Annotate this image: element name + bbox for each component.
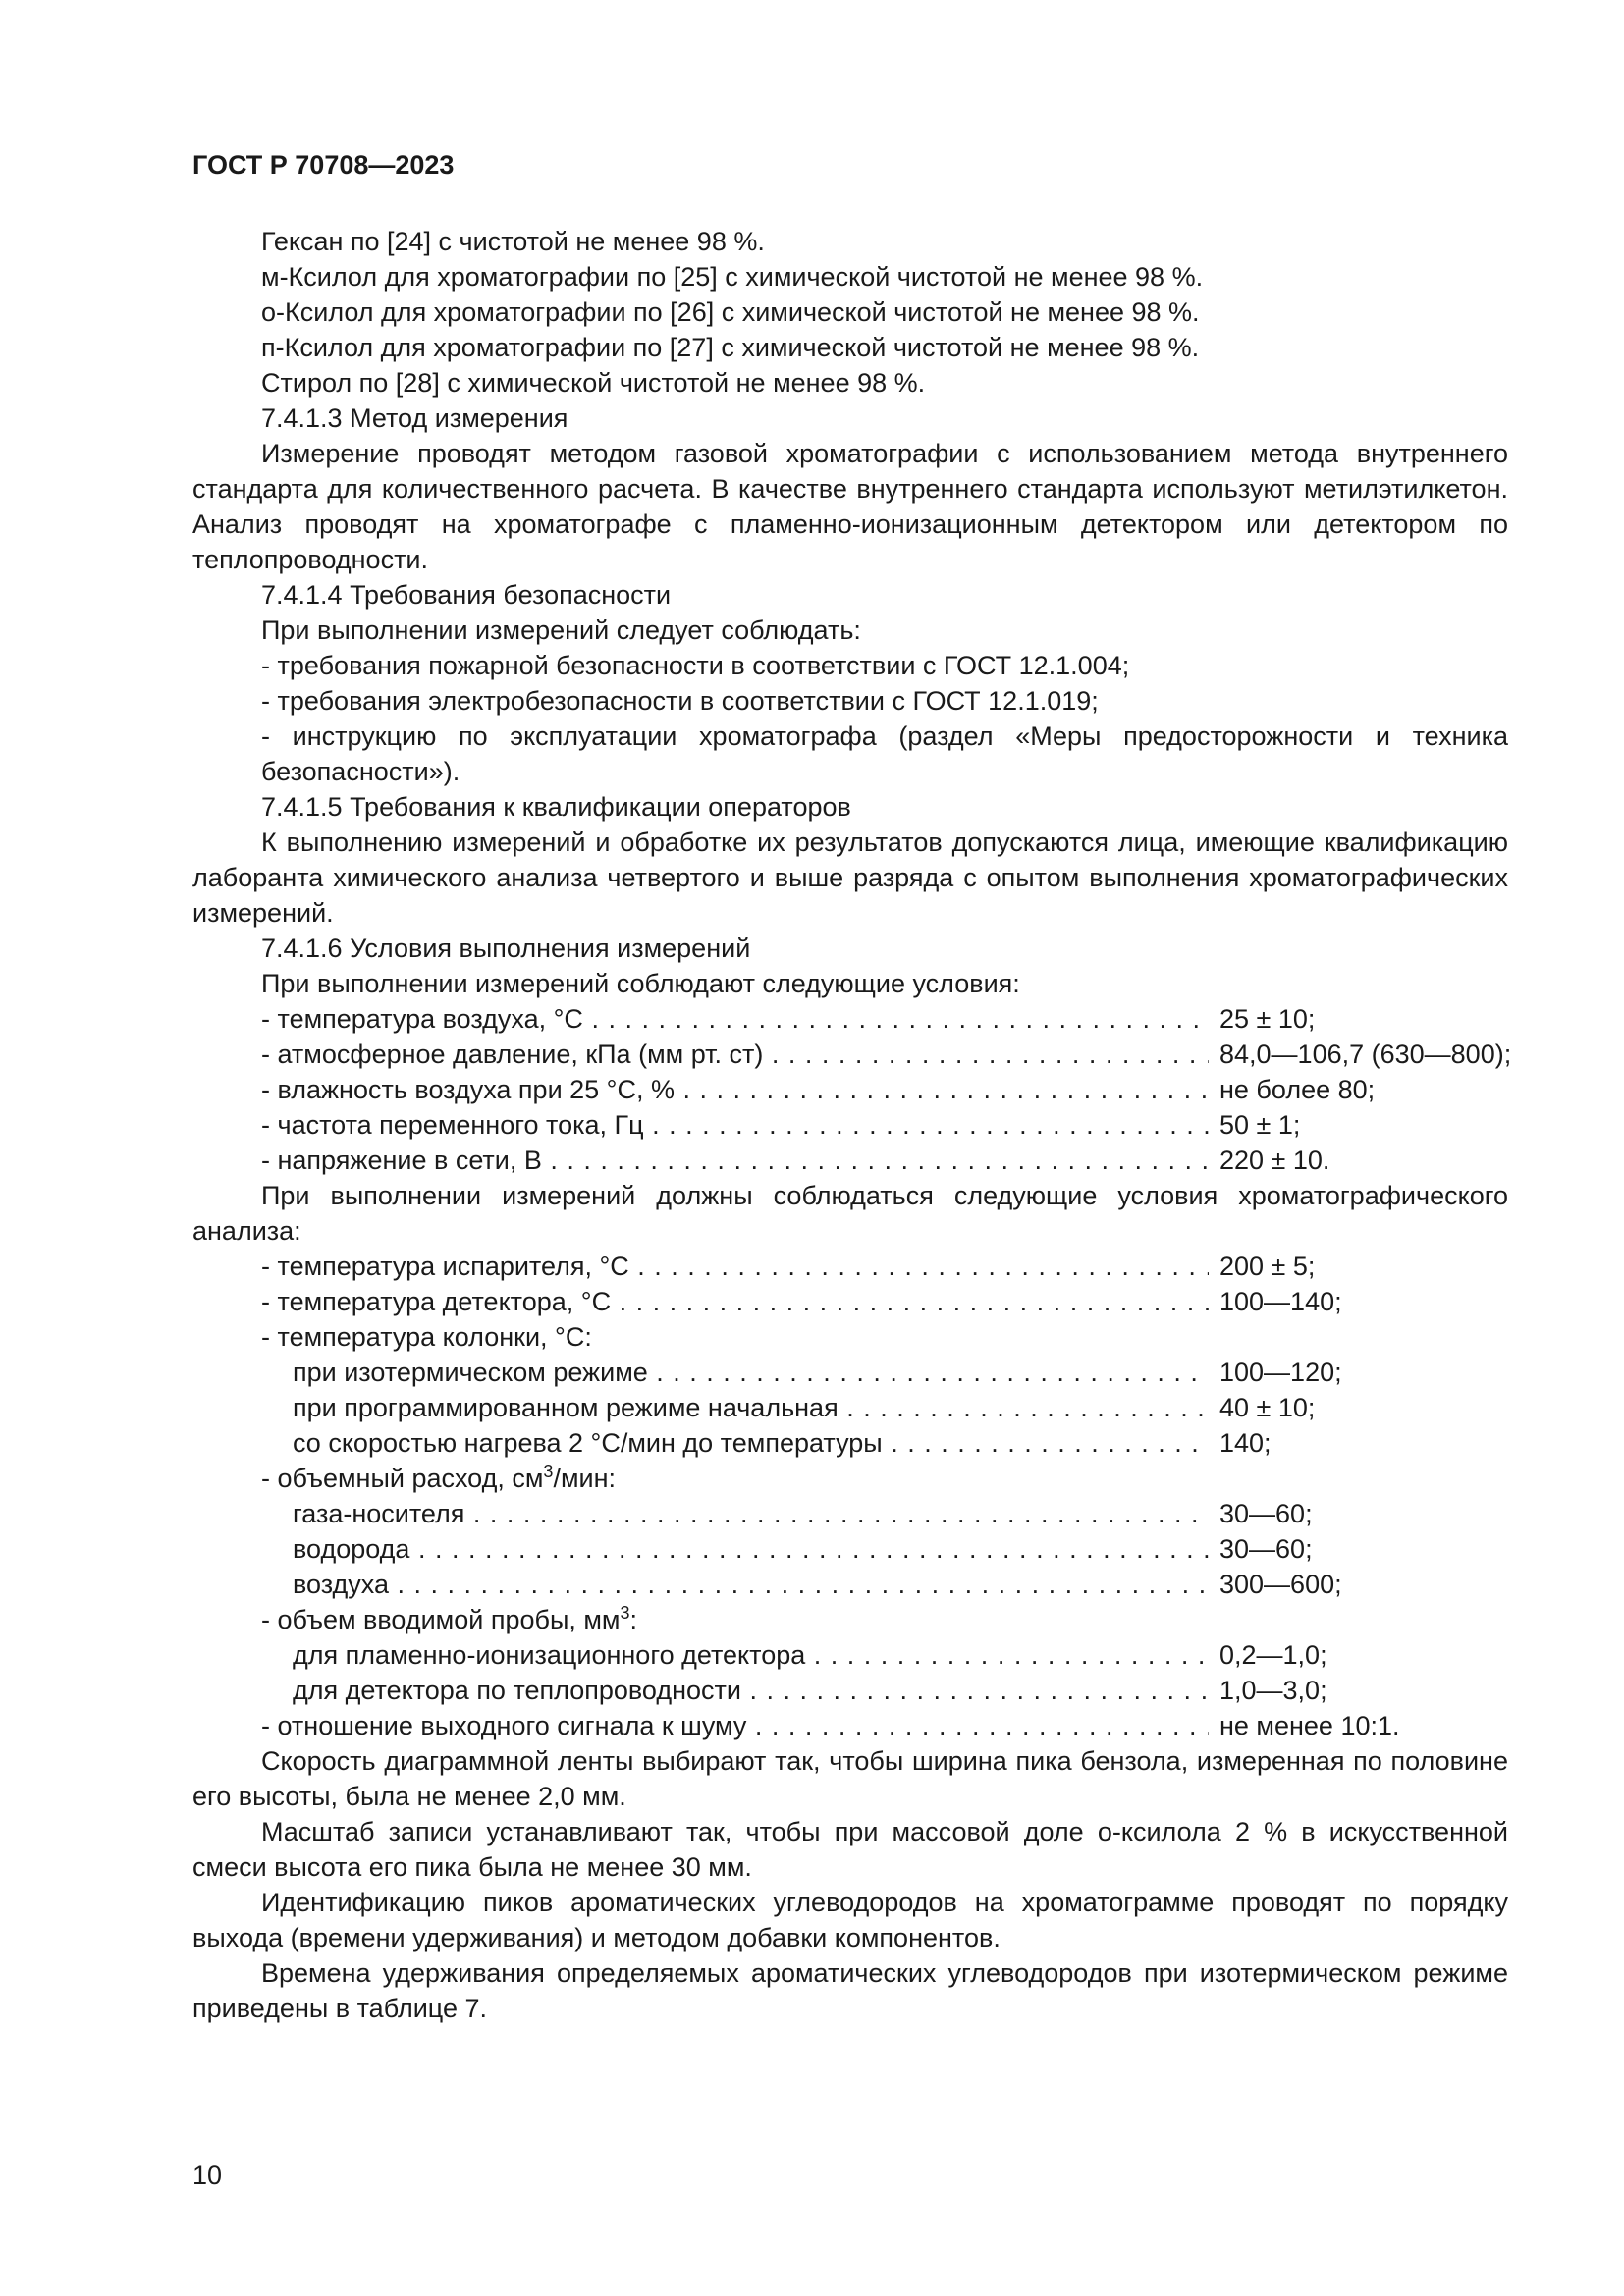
section-heading-7413: 7.4.1.3 Метод измерения bbox=[261, 403, 568, 433]
condition-value: не менее 10:1. bbox=[1219, 1711, 1400, 1740]
condition-label: - объем вводимой пробы, мм bbox=[261, 1605, 621, 1634]
flow-rate-heading bbox=[192, 1461, 1508, 1496]
safety-item-electric: - требования электробезопасности в соответствии с ГОСТ 12.1.019; bbox=[192, 683, 1508, 719]
condition-label: - температура детектора, °С bbox=[261, 1287, 611, 1316]
condition-row bbox=[192, 1107, 1508, 1143]
measurement-method-text: Измерение проводят методом газовой хроматографии с использованием метода внутреннего стандарта для количественного расчета. В качестве внутреннего стандарта используют метилэтилкетон. Анализ проводят на хроматографе с пламенно-ионизационным детектором или детектором по теплопроводности. bbox=[192, 439, 1508, 574]
condition-value: 84,0—106,7 (630—800); bbox=[1219, 1040, 1512, 1069]
condition-row bbox=[192, 1001, 1508, 1037]
section-heading-7416: 7.4.1.6 Условия выполнения измерений bbox=[261, 934, 751, 963]
condition-label: при изотермическом режиме . . . bbox=[293, 1355, 1209, 1390]
reagent-hexane: Гексан по [24] с чистотой не менее 98 %. bbox=[261, 227, 765, 256]
column-temperature-heading bbox=[192, 1319, 1508, 1355]
column-temperature-row bbox=[192, 1425, 1508, 1461]
reagent-m-xylene: м-Ксилол для хроматографии по [25] с химической чистотой не менее 98 %. bbox=[261, 262, 1204, 292]
superscript: 3 bbox=[543, 1462, 554, 1481]
page-content bbox=[192, 224, 1512, 2026]
condition-label: - объемный расход, см bbox=[261, 1464, 543, 1493]
safety-item-fire: - требования пожарной безопасности в соответствии с ГОСТ 12.1.004; bbox=[192, 648, 1508, 683]
condition-label: - влажность воздуха при 25 °С, % bbox=[261, 1075, 675, 1104]
section-heading-7414: 7.4.1.4 Требования безопасности bbox=[261, 580, 672, 610]
peak-identification-text: Идентификацию пиков ароматических углеводородов на хроматограмме проводят по порядку выхода (времени удерживания) и методом добавки компонентов. bbox=[192, 1888, 1508, 1952]
condition-value: 200 ± 5; bbox=[1219, 1252, 1316, 1281]
column-temperature-row bbox=[192, 1355, 1508, 1390]
condition-value: не более 80; bbox=[1219, 1075, 1376, 1104]
condition-label: - температура воздуха, °С bbox=[261, 1004, 583, 1034]
reagent-styrene: Стирол по [28] с химической чистотой не менее 98 %. bbox=[261, 368, 926, 398]
sample-volume-heading bbox=[192, 1602, 1508, 1637]
condition-label: - отношение выходного сигнала к шуму bbox=[261, 1711, 746, 1740]
condition-value: 25 ± 10; bbox=[1219, 1004, 1316, 1034]
condition-value: 140; bbox=[1219, 1428, 1272, 1458]
reagent-o-xylene: о-Ксилол для хроматографии по [26] с химической чистотой не менее 98 %. bbox=[261, 297, 1200, 327]
chroma-condition-row bbox=[192, 1249, 1508, 1284]
unit-suffix: : bbox=[629, 1605, 638, 1634]
condition-row bbox=[192, 1143, 1508, 1178]
condition-value: 1,0—3,0; bbox=[1219, 1676, 1327, 1705]
column-temperature-row bbox=[192, 1390, 1508, 1425]
sample-volume-row bbox=[192, 1637, 1508, 1673]
record-scale-text: Масштаб записи устанавливают так, чтобы при массовой доле о-ксилола 2 % в искусственной смеси высота его пика была не менее 30 мм. bbox=[192, 1817, 1508, 1882]
retention-times-text: Времена удерживания определяемых ароматических углеводородов при изотермическом режиме приведены в таблице 7. bbox=[192, 1958, 1508, 2023]
unit-suffix: /мин: bbox=[553, 1464, 616, 1493]
condition-value: 100—120; bbox=[1219, 1358, 1342, 1387]
page-number: 10 bbox=[192, 2161, 223, 2190]
condition-value: 30—60; bbox=[1219, 1534, 1313, 1564]
condition-label: для детектора по теплопроводности . . . bbox=[293, 1673, 1209, 1708]
condition-value: 40 ± 10; bbox=[1219, 1393, 1316, 1422]
signal-noise-row bbox=[192, 1708, 1508, 1743]
condition-label: - атмосферное давление, кПа (мм рт. ст) bbox=[261, 1040, 763, 1069]
flow-rate-row bbox=[192, 1567, 1508, 1602]
condition-label: водорода . . . bbox=[293, 1531, 1209, 1567]
condition-label: газа-носителя . . . bbox=[293, 1496, 1209, 1531]
sample-volume-row bbox=[192, 1673, 1508, 1708]
condition-value: 30—60; bbox=[1219, 1499, 1313, 1528]
condition-label: - частота переменного тока, Гц bbox=[261, 1110, 644, 1140]
conditions-intro: При выполнении измерений соблюдают следующие условия: bbox=[261, 969, 1020, 998]
chart-speed-text: Скорость диаграммной ленты выбирают так, чтобы ширина пика бензола, измеренная по половине его высоты, была не менее 2,0 мм. bbox=[192, 1746, 1508, 1811]
flow-rate-row bbox=[192, 1531, 1508, 1567]
condition-label: со скоростью нагрева 2 °С/мин до температуры . . . bbox=[293, 1425, 1209, 1461]
safety-item-instructions: - инструкцию по эксплуатации хроматографа (раздел «Меры предосторожности и техника безопасности»). bbox=[192, 719, 1508, 789]
condition-label: - напряжение в сети, В bbox=[261, 1146, 542, 1175]
condition-label: воздуха . . . bbox=[293, 1567, 1209, 1602]
document-header: ГОСТ Р 70708—2023 bbox=[192, 150, 455, 180]
condition-value: 300—600; bbox=[1219, 1570, 1342, 1599]
condition-label: при программированном режиме начальная . . . bbox=[293, 1390, 1209, 1425]
condition-value: 220 ± 10. bbox=[1219, 1146, 1330, 1175]
condition-label: - температура колонки, °С: bbox=[261, 1322, 592, 1352]
reagent-p-xylene: п-Ксилол для хроматографии по [27] с химической чистотой не менее 98 %. bbox=[261, 333, 1200, 362]
condition-row bbox=[192, 1037, 1512, 1072]
condition-label: - температура испарителя, °С bbox=[261, 1252, 629, 1281]
safety-intro: При выполнении измерений следует соблюдать: bbox=[261, 615, 861, 645]
section-heading-7415: 7.4.1.5 Требования к квалификации операторов bbox=[261, 792, 851, 822]
flow-rate-row bbox=[192, 1496, 1508, 1531]
chroma-conditions-intro: При выполнении измерений должны соблюдаться следующие условия хроматографического анализа: bbox=[192, 1181, 1508, 1246]
condition-value: 50 ± 1; bbox=[1219, 1110, 1301, 1140]
superscript: 3 bbox=[620, 1603, 630, 1623]
chroma-condition-row bbox=[192, 1284, 1508, 1319]
condition-row bbox=[192, 1072, 1508, 1107]
condition-value: 0,2—1,0; bbox=[1219, 1640, 1327, 1670]
qualification-text: К выполнению измерений и обработке их результатов допускаются лица, имеющие квалификацию лаборанта химического анализа четвертого и выше разряда с опытом выполнения хроматографических измерений. bbox=[192, 828, 1508, 928]
condition-value: 100—140; bbox=[1219, 1287, 1342, 1316]
condition-label: для пламенно-ионизационного детектора . . . bbox=[293, 1637, 1209, 1673]
